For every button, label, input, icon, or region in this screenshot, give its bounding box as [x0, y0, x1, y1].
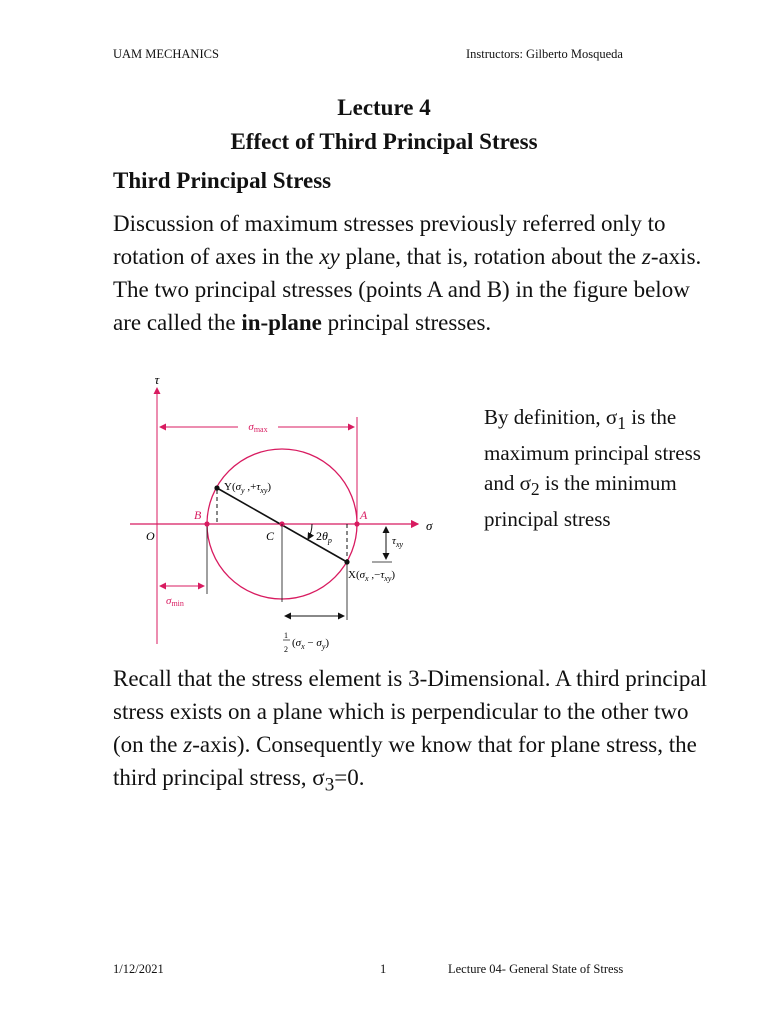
tau-xy-label: $\tau_{xy}$: [392, 535, 404, 549]
intro-text-a: Discussion of maximum stresses previously referred only to rotation of axes in the: [113, 211, 666, 269]
note-sub-1: 1: [617, 413, 626, 434]
label-c: C: [266, 529, 275, 543]
p2-text-c: =0.: [334, 765, 365, 790]
intro-bold: in-plane: [241, 310, 322, 335]
third-stress-paragraph: [113, 662, 713, 802]
point-y: [214, 485, 219, 490]
definition-note: [484, 402, 704, 534]
section-heading: Third Principal Stress: [113, 168, 332, 193]
mohr-circle-figure: [110, 372, 440, 660]
footer-page-number: 1: [380, 962, 387, 976]
point-b: [204, 521, 209, 526]
p2-text-a: Recall that the stress element is 3-Dimensional. A third principal stress exists on a plane which is perpendicular to the other two (on the: [113, 666, 708, 757]
note-text-b: is the maximum principal stress and σ: [484, 405, 701, 496]
sigma-max-label: σmax: [248, 421, 268, 434]
two-theta-label: $2\theta_p$: [316, 529, 332, 545]
lecture-number: Lecture 4: [337, 95, 431, 120]
label-x-point: $X(\sigma_x$ $,-\tau_{xy}$): [348, 569, 396, 583]
two-theta-arc: [308, 524, 312, 539]
intro-xy: xy: [319, 244, 340, 269]
footer-title: Lecture 04- General State of Stress: [448, 962, 624, 976]
label-b: B: [194, 508, 202, 522]
p2-text-b: -axis). Consequently we know that for plane stress, the third principal stress, σ: [113, 732, 697, 790]
sigma-label: σ: [426, 518, 433, 533]
lecture-title: Effect of Third Principal Stress: [230, 129, 538, 154]
p2-z: z: [183, 732, 193, 757]
label-y-point: $Y(\sigma_y$ $,+\tau_{xy}$): [224, 481, 272, 495]
header-left: UAM MECHANICS: [113, 47, 219, 61]
note-text-a: By definition, σ: [484, 405, 618, 429]
point-x: [344, 559, 349, 564]
p2-sub-3: 3: [324, 774, 335, 796]
point-a: [354, 521, 359, 526]
origin-label: O: [146, 529, 155, 543]
tau-label: τ: [154, 372, 160, 387]
sigma-min-label: σmin: [166, 595, 184, 608]
intro-z: z: [641, 244, 651, 269]
label-a: A: [360, 508, 368, 522]
intro-paragraph: [113, 207, 713, 339]
intro-text-c: -axis. The two principal stresses (points A and B) in the figure below are called the: [113, 244, 702, 335]
intro-text-b: plane, that is, rotation about the: [339, 244, 642, 269]
note-sub-2: 2: [530, 479, 540, 500]
note-text-c: is the minimum principal stress: [484, 471, 677, 532]
intro-text-d: principal stresses.: [321, 310, 492, 335]
header-right: Instructors: Gilberto Mosqueda: [466, 47, 623, 61]
half-diff-label: 1 2 $(\sigma_x - \sigma_y)$: [284, 631, 330, 654]
footer-date: 1/12/2021: [113, 962, 164, 976]
